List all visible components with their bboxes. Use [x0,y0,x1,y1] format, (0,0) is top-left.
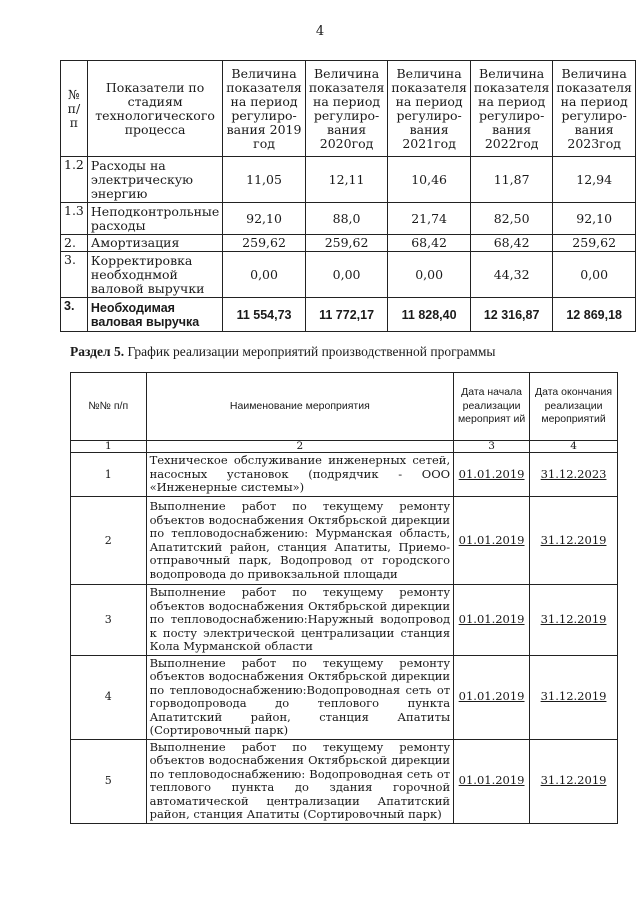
row-value: 11,87 [470,157,553,203]
row-value: 0,00 [223,252,306,298]
header-number: №№ п/п [71,373,147,441]
table-row [71,739,618,823]
row-name: Амортизация [87,235,222,252]
row-number: 3 [71,585,147,656]
row-index: 1.2 [61,157,88,203]
row-value: 68,42 [470,235,553,252]
table-row [61,157,636,203]
row-description: Техническое обслуживание инженерных сетей, насосных установок (подрядчик - ООО «Инженерные системы») [146,453,454,497]
header-year-2022: Величина показателя на период регулиро-вания 2022год [470,61,553,157]
row-start-date: 01.01.2019 [454,739,530,823]
section-heading: График реализации мероприятий производственной программы [127,344,496,359]
row-end-date: 31.12.2019 [530,655,618,739]
row-start-date: 01.01.2019 [454,655,530,739]
row-value: 92,10 [223,203,306,235]
indicators-table [60,60,636,332]
row-description: Выполнение работ по текущему ремонту объектов водоснабжения Октябрьской дирекции по тепловодоснабжению: Водопроводная сеть от теплового пункта до здания горочной автоматической централизации Апатитский район, станция Апатиты (Сортировочный парк) [146,739,454,823]
row-value: 12,11 [305,157,388,203]
column-number: 1 [71,441,147,453]
row-value: 259,62 [223,235,306,252]
row-value: 21,74 [388,203,471,235]
row-name: Корректировка необходнмой валовой выручки [87,252,222,298]
table-row [61,298,636,332]
row-value: 92,10 [553,203,636,235]
table-row [71,497,618,585]
row-value: 11 554,73 [223,298,306,332]
row-start-date: 01.01.2019 [454,497,530,585]
section-title [70,344,496,360]
row-description: Выполнение работ по текущему ремонту объектов водоснабжения Октябрьской дирекции по тепловодоснабжению: Мурманская область, Апатитский район, станция Апатиты, Приемо-отправочный парк, Водопровод от городского водопровода до привокзальной площади [146,497,454,585]
row-start-date: 01.01.2019 [454,585,530,656]
table-row [61,252,636,298]
row-value: 0,00 [388,252,471,298]
schedule-header-row [71,373,618,441]
table-row [71,585,618,656]
row-value: 259,62 [553,235,636,252]
table-row [61,203,636,235]
header-activity: Наименование мероприятия [146,373,454,441]
row-value: 11 828,40 [388,298,471,332]
header-year-2021: Величина показателя на период регулиро-вания 2021год [388,61,471,157]
row-name: Неподконтрольные расходы [87,203,222,235]
section-label: Раздел 5. [70,344,125,359]
schedule-table [70,372,618,824]
row-description: Выполнение работ по текущему ремонту объектов водоснабжения Октябрьской дирекции по тепловодоснабжению:Водопроводная сеть от горводопровода до теплового пункта Апатитский район, станция Апатиты (Сортировочный парк) [146,655,454,739]
header-year-2023: Величина показателя на период регулиро-вания 2023год [553,61,636,157]
row-number: 2 [71,497,147,585]
row-name: Расходы на электрическую энергию [87,157,222,203]
header-indicator: Показатели по стадиям технологического процесса [87,61,222,157]
row-number: 1 [71,453,147,497]
row-value: 44,32 [470,252,553,298]
column-number: 4 [530,441,618,453]
row-value: 12,94 [553,157,636,203]
indicators-header-row [61,61,636,157]
row-value: 0,00 [305,252,388,298]
page-number: 4 [315,24,325,39]
row-end-date: 31.12.2019 [530,739,618,823]
row-value: 0,00 [553,252,636,298]
row-value: 11 772,17 [305,298,388,332]
header-year-2019: Величина показателя на период регулиро-вания 2019 год [223,61,306,157]
row-end-date: 31.12.2019 [530,497,618,585]
header-index: № п/п [61,61,88,157]
row-end-date: 31.12.2023 [530,453,618,497]
header-end-date: Дата окончания реализации мероприятий [530,373,618,441]
table-row [71,655,618,739]
row-value: 12 869,18 [553,298,636,332]
row-value: 10,46 [388,157,471,203]
column-number: 3 [454,441,530,453]
row-description: Выполнение работ по текущему ремонту объектов водоснабжения Октябрьской дирекции по тепловодоснабжению:Наружный водопровод к посту электрической централизации станция Кола Мурманской области [146,585,454,656]
row-start-date: 01.01.2019 [454,453,530,497]
column-number: 2 [146,441,454,453]
row-index: 1.3 [61,203,88,235]
column-numbers-row [71,441,618,453]
row-value: 11,05 [223,157,306,203]
row-index: 3. [61,298,88,332]
row-value: 259,62 [305,235,388,252]
row-name: Необходимая валовая выручка [87,298,222,332]
row-value: 12 316,87 [470,298,553,332]
row-number: 5 [71,739,147,823]
row-value: 68,42 [388,235,471,252]
row-value: 88,0 [305,203,388,235]
row-end-date: 31.12.2019 [530,585,618,656]
row-number: 4 [71,655,147,739]
header-start-date: Дата начала реализации мероприят ий [454,373,530,441]
header-year-2020: Величина показателя на период регулиро-вания 2020год [305,61,388,157]
row-index: 2. [61,235,88,252]
table-row [61,235,636,252]
row-index: 3. [61,252,88,298]
table-row [71,453,618,497]
row-value: 82,50 [470,203,553,235]
